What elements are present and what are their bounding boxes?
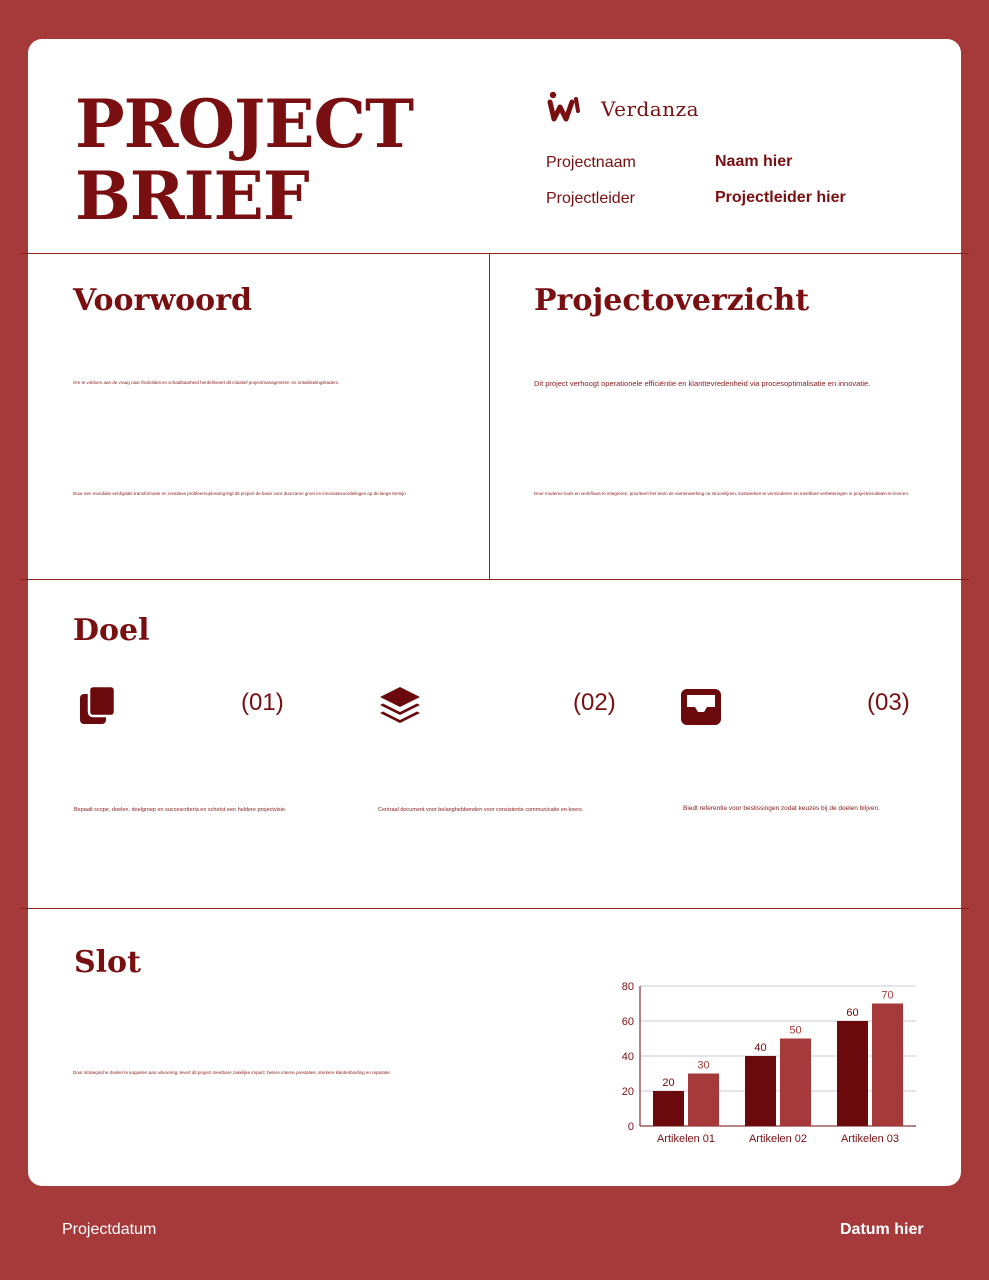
chart-data-label: 50 (789, 1024, 802, 1037)
divider (20, 908, 969, 909)
chart-y-tick-label: 40 (621, 1051, 634, 1063)
chart-bar (780, 1039, 811, 1127)
chart-x-tick-label: Artikelen 01 (656, 1133, 716, 1145)
foreword-title: Voorwoord (73, 283, 252, 318)
brand-logo-icon (546, 91, 582, 123)
closing-text: Door strategische doelen te koppelen aan uitvoering, levert dit project meetbare zakelijke impact: betere interne prestaties, sterkere klantenbinding en reputatie. (73, 1070, 391, 1075)
column-divider (489, 253, 490, 579)
divider (20, 253, 969, 254)
project-name-label: Projectnaam (546, 154, 636, 171)
inbox-icon (679, 685, 723, 729)
project-brief-card (28, 39, 961, 1186)
chart-y-tick-label: 20 (621, 1086, 634, 1098)
foreword-text-1: Om te voldoen aan de vraag naar flexibiliteit en schaalbaarheid herdefinieert dit initiatief projectmanagement- en ontwikkelingskaders. (73, 380, 340, 385)
chart-bar (872, 1004, 903, 1127)
goal-title: Doel (73, 613, 150, 648)
chart-data-label: 70 (881, 989, 894, 1002)
project-name-value: Naam hier (715, 153, 793, 170)
chart-bar (837, 1021, 868, 1126)
overview-text-2: Door moderne tools en workflows te integreren, prioriteert het team de samenwerking na stroomlijnen, kostwerken te verminderen en meetbare verbeteringen in projectresultaten te leveren. (534, 491, 910, 496)
brand-name: Verdanza (601, 97, 700, 121)
chart-y-tick-label: 0 (627, 1121, 634, 1133)
chart-x-tick-label: Artikelen 03 (840, 1133, 900, 1145)
project-date-label: Projectdatum (62, 1221, 157, 1238)
chart-data-label: 30 (697, 1059, 710, 1072)
chart-bar (688, 1074, 719, 1127)
chart-bar (653, 1091, 684, 1126)
chart-data-label: 20 (662, 1077, 675, 1089)
closing-title: Slot (74, 945, 141, 980)
chart-data-label: 40 (754, 1042, 767, 1054)
chart-x-tick-label: Artikelen 02 (748, 1133, 808, 1145)
page-title-line2: BRIEF (75, 157, 309, 235)
chart-data-label: 60 (846, 1007, 859, 1019)
layers-icon (378, 684, 422, 728)
goal-number-2: (02) (573, 689, 616, 716)
project-lead-value: Projectleider hier (715, 189, 846, 206)
goal-text-1: Bepaalt scope, doelen, doelgroep en succescriteria en schetst een heldere projectvisie. (74, 807, 287, 813)
chart-y-tick-label: 80 (621, 981, 634, 993)
goal-number-3: (03) (867, 689, 910, 716)
project-date-value: Datum hier (840, 1221, 924, 1238)
bar-chart (608, 972, 928, 1147)
copy-icon (76, 684, 120, 728)
chart-y-tick-label: 60 (621, 1016, 634, 1028)
project-lead-label: Projectleider (546, 190, 635, 207)
goal-text-3: Biedt referentie voor beslissingen zodat keuzes bij de doelen blijven. (683, 805, 880, 812)
goal-text-2: Centraal document voor belanghebbenden voor consistente communicatie en koers. (378, 807, 584, 813)
overview-title: Projectoverzicht (534, 283, 810, 318)
foreword-text-2: Door een mondiale verdigitale transformatie en creatieve probleemoplossing legt dit project de basis voor duurzame groei en innovatievoordelingen op de lange termijn (73, 491, 406, 496)
chart-bar (745, 1056, 776, 1126)
goal-number-1: (01) (241, 689, 284, 716)
overview-text-1: Dit project verhoogt operationele efficiëntie en klanttevredenheid via procesoptimalisatie en innovatie. (534, 379, 871, 388)
divider (20, 579, 969, 580)
page-title-line1: PROJECT (75, 85, 414, 163)
